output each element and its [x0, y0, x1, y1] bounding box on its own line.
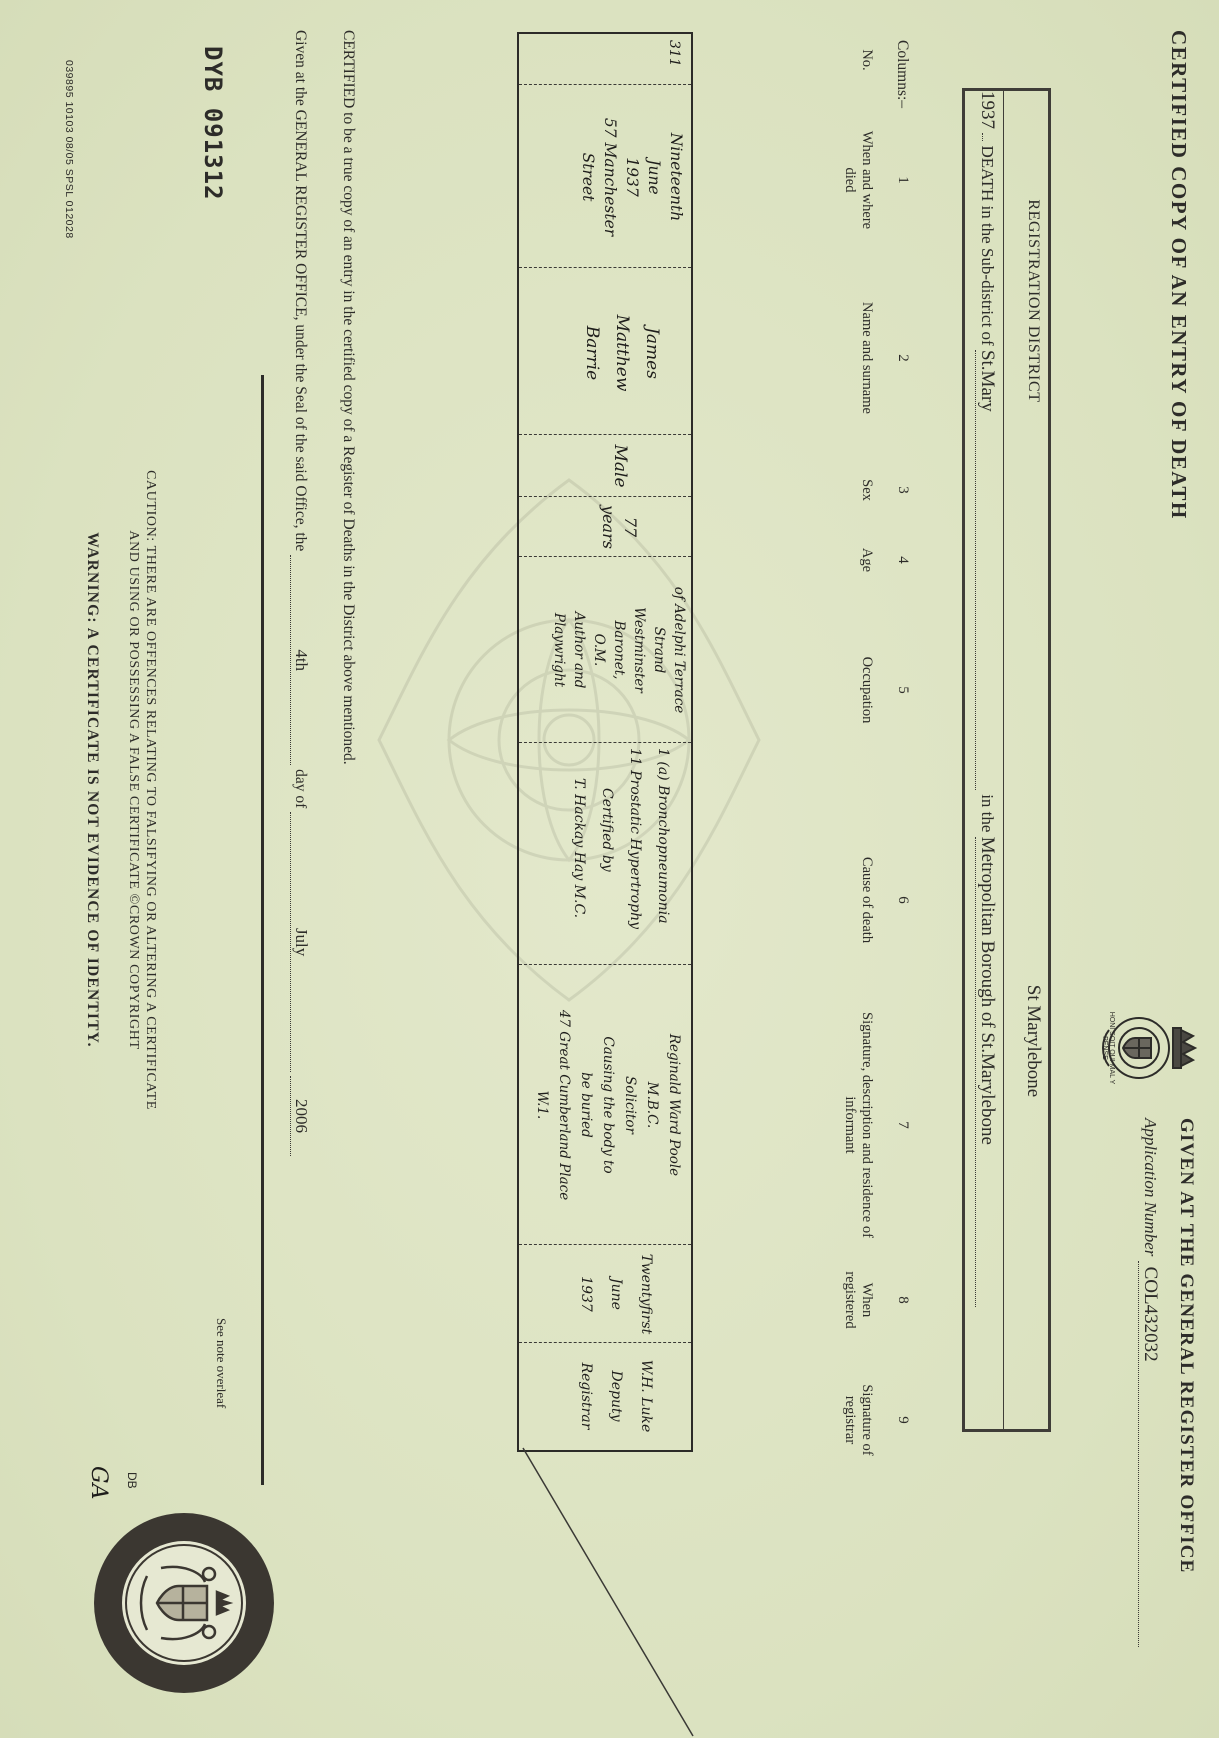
certificate-title: CERTIFIED COPY OF AN ENTRY OF DEATH	[1167, 30, 1191, 520]
district-divider	[1003, 91, 1004, 1429]
diagonal-cancel-line	[519, 1440, 719, 1738]
registration-district-label: REGISTRATION DISTRICT	[1025, 199, 1042, 403]
entry-when-where: Nineteenth June 1937 57 Manchester Street	[579, 117, 685, 237]
signature-rule	[261, 375, 264, 1485]
registration-year: 1937	[977, 91, 998, 129]
entry-age: 77 years	[599, 505, 640, 549]
document-codes: 039895 10103 08/05 SPSL 012028	[63, 60, 75, 239]
subdistrict-row	[975, 91, 998, 1427]
borough-value: Metropolitan Borough of St.Marylebone	[975, 837, 998, 1307]
death-prefix: DEATH in the Sub-district of	[978, 145, 997, 346]
column-heading-9: Signature of registrar	[842, 1384, 875, 1456]
column-heading-8: When registered	[842, 1271, 875, 1329]
column-number-3: 3	[895, 486, 911, 494]
application-number-label: Application Number	[1141, 1118, 1160, 1257]
given-at-prefix: Given at the GENERAL REGISTER OFFICE, under the Seal of the said Office, the	[292, 30, 309, 552]
given-day: 4th	[290, 555, 311, 765]
column-heading-5: Occupation	[859, 656, 875, 724]
given-year: 2006	[290, 1076, 311, 1156]
column-number-8: 8	[895, 1296, 911, 1304]
column-number-9: 9	[895, 1416, 911, 1424]
office-heading: GIVEN AT THE GENERAL REGISTER OFFICE	[1176, 1118, 1197, 1574]
column-number-1: 1	[895, 176, 911, 184]
entry-sex: Male	[610, 444, 630, 488]
columns-label: Columns:–	[894, 40, 911, 109]
entry-cause-of-death: 1 (a) Bronchopneumonia 11 Prostatic Hypertrophy Certified by T. Hackay Hay M.C.	[571, 748, 671, 930]
see-note-overleaf: See note overleaf	[214, 1318, 229, 1409]
entry-occupation: of Adelphi Terrace Strand Westminster Baronet, O.M. Author and Playwright	[551, 586, 687, 714]
application-number-value: COL432032	[1138, 1261, 1161, 1647]
column-number-5: 5	[895, 686, 911, 694]
officer-initials: GA	[86, 1466, 111, 1500]
column-heading-no: No.	[859, 49, 875, 71]
in-the-label: in the	[978, 794, 997, 833]
entry-number: 311	[666, 40, 682, 67]
column-number-4: 4	[895, 556, 911, 564]
death-entry-row	[517, 32, 693, 1452]
column-heading-1: When and where died	[842, 130, 875, 230]
column-heading-6: Cause of death	[859, 856, 875, 944]
entry-informant: Reginald Ward Poole M.B.C. Solicitor Causing the body to be buried 47 Great Cumberland Place W.1.	[534, 1009, 682, 1201]
column-number-6: 6	[895, 896, 911, 904]
entry-name: James Matthew Barrie	[582, 314, 662, 392]
crest-motto: HONI SOIT QUI MAL Y PENSE	[1101, 1011, 1115, 1085]
registration-district-box	[962, 88, 1051, 1432]
given-month: July	[290, 812, 311, 1072]
serial-number: DYB 091312	[199, 46, 227, 201]
warning-notice: WARNING: A CERTIFICATE IS NOT EVIDENCE OF IDENTITY.	[84, 532, 101, 1048]
column-heading-7: Signature, description and residence of informant	[842, 1012, 875, 1238]
caution-notice: CAUTION: THERE ARE OFFENCES RELATING TO FALSIFYING OR ALTERING A CERTIFICATE AND USING OR POSSESSING A FALSE CERTIFICATE ©CROWN COPYRIGHT	[126, 470, 158, 1110]
entry-when-registered: Twentyfirst June 1937	[578, 1253, 654, 1335]
given-at-line	[290, 30, 311, 1156]
column-heading-3: Sex	[859, 479, 875, 501]
db-mark: DB	[125, 1472, 139, 1489]
day-of-label: day of	[292, 769, 309, 809]
column-heading-2: Name and surname	[859, 302, 875, 414]
registration-district-name: St Marylebone	[1023, 984, 1044, 1098]
subdistrict-value: St.Mary	[975, 350, 998, 790]
certified-statement: CERTIFIED to be a true copy of an entry in the certified copy of a Register of Deaths in the District above mentioned.	[340, 30, 357, 765]
column-number-2: 2	[895, 354, 911, 362]
general-register-office-seal-icon	[89, 1508, 279, 1698]
application-number-row	[1138, 1118, 1161, 1647]
entry-registrar-signature: W.H. Luke Deputy Registrar	[578, 1359, 654, 1433]
column-heading-4: Age	[859, 547, 875, 573]
column-number-7: 7	[895, 1121, 911, 1129]
